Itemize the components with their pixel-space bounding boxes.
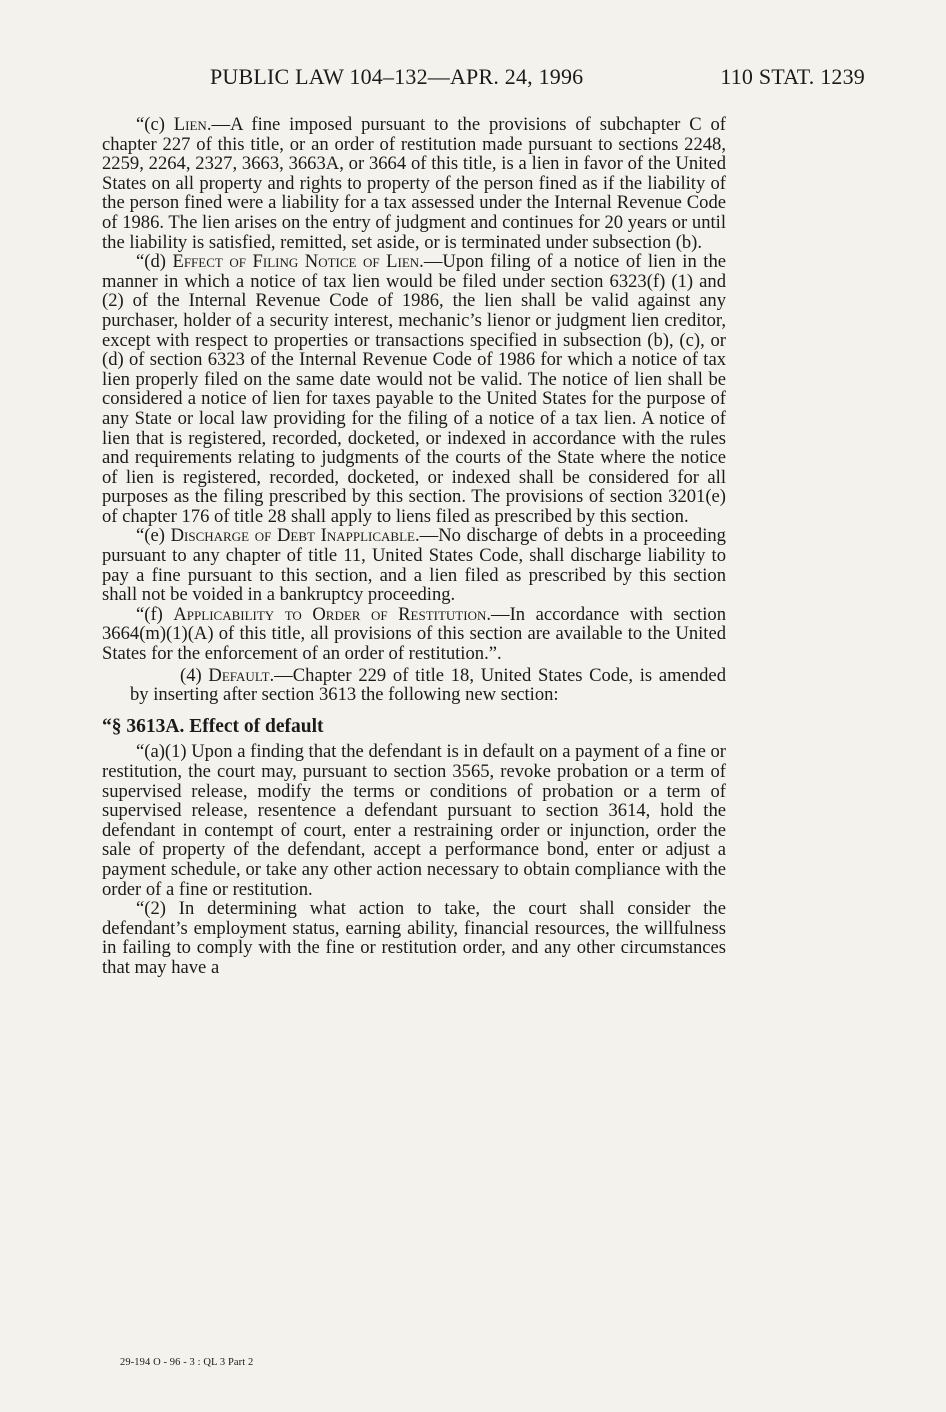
paragraph-e-caption: Discharge of Debt Inapplicable [170,525,415,547]
paragraph-4-caption: Default [208,664,270,686]
paragraph-f-open: “(f) [136,603,174,625]
section-heading: “§ 3613A. Effect of default [102,715,324,737]
paragraph-c-lien [102,115,726,252]
paragraph-f-caption: Applicability to Order of Restitution [173,603,487,625]
paragraph-f-text: .—In accordance with section 3664(m)(1)(A) of this title, all provisions of this section are available to the United States for the enforcement of an order of restitution.”. [102,603,727,665]
header-title: PUBLIC LAW 104–132—APR. 24, 1996 [210,64,584,89]
paragraph-e-open: “(e) [136,525,171,547]
document-body [102,115,726,978]
header-stat-citation: 110 STAT. 1239 [720,64,865,89]
paragraph-d-text: .—Upon filing of a notice of lien in the manner in which a notice of tax lien would be filed under section 6323(f) (1) and (2) of the Internal Revenue Code of 1986, the lien shall be valid against any purchaser, holder of a security interest, mechanic’s lienor or judgment lien creditor, except with respect to properties or transactions specified in subsection (b), (c), or (d) of section 6323 of the Internal Revenue Code of 1986 for which a notice of tax lien properly filed on the same date would not be valid. The notice of lien shall be considered a notice of lien for taxes payable to the United States for the purpose of any State or local law providing for the filing of a notice of a tax lien. A notice of lien that is registered, recorded, docketed, or indexed in accordance with the rules and requirements relating to judgments of the courts of the State where the notice of lien is registered, recorded, docketed, or indexed shall be considered for all purposes as the filing prescribed by this section. The provisions of section 3201(e) of chapter 176 of title 28 shall apply to liens filed as prescribed by this section. [102,251,726,527]
page-footer-code: 29-194 O - 96 - 3 : QL 3 Part 2 [120,1357,254,1368]
page-header [210,64,865,98]
paragraph-c-text: .—A fine imposed pursuant to the provisions of subchapter C of chapter 227 of this title, or an order of restitution made pursuant to sections 2248, 2259, 2264, 2327, 3663, 3663A, or 3664 of this title, is a lien in favor of the United States on all property and rights to property of the person fined as if the liability of the person fined were a liability for a tax assessed under the Internal Revenue Code of 1986. The lien arises on the entry of judgment and continues for 20 years or until the liability is satisfied, remitted, set aside, or is terminated under subsection (b). [102,114,726,253]
paragraph-4-default [102,666,726,705]
paragraph-e-text: .—No discharge of debts in a proceeding pursuant to any chapter of title 11, United States Code, shall discharge liability to pay a fine pursuant to this section, and a lien filed as prescribed by this section shall not be voided in a bankruptcy proceeding. [102,525,726,606]
paragraph-e-discharge-of-debt [102,526,726,604]
paragraph-d-caption: Effect of Filing Notice of Lien [172,251,420,273]
paragraph-a2: “(2) In determining what action to take, the court shall consider the defendant’s employment status, earning ability, financial resources, the willfulness in failing to comply with the fine or restitution order, and any other circumstances that may have a [102,898,726,978]
paragraph-c-open: “(c) [136,114,174,135]
paragraph-4-open: (4) [180,664,209,686]
paragraph-c-caption: Lien [173,114,207,135]
paragraph-f-applicability [102,605,726,664]
paragraph-a1: “(a)(1) Upon a finding that the defendant is in default on a payment of a fine or restitution, the court may, pursuant to section 3565, revoke probation or a term of supervised release, modify the terms or conditions of probation or a term of supervised release, resentence a defendant pursuant to section 3614, hold the defendant in contempt of court, enter a restraining order or injunction, order the sale of property of the defendant, accept a performance bond, enter or adjust a payment schedule, or take any other action necessary to obtain compliance with the order of a fine or restitution. [102,741,726,900]
paragraph-4-text: .—Chapter 229 of title 18, United States Code, is amended by inserting after section 3613 the following new section: [130,664,726,706]
paragraph-d-open: “(d) [136,251,173,273]
paragraph-d-effect-of-filing [102,252,726,526]
